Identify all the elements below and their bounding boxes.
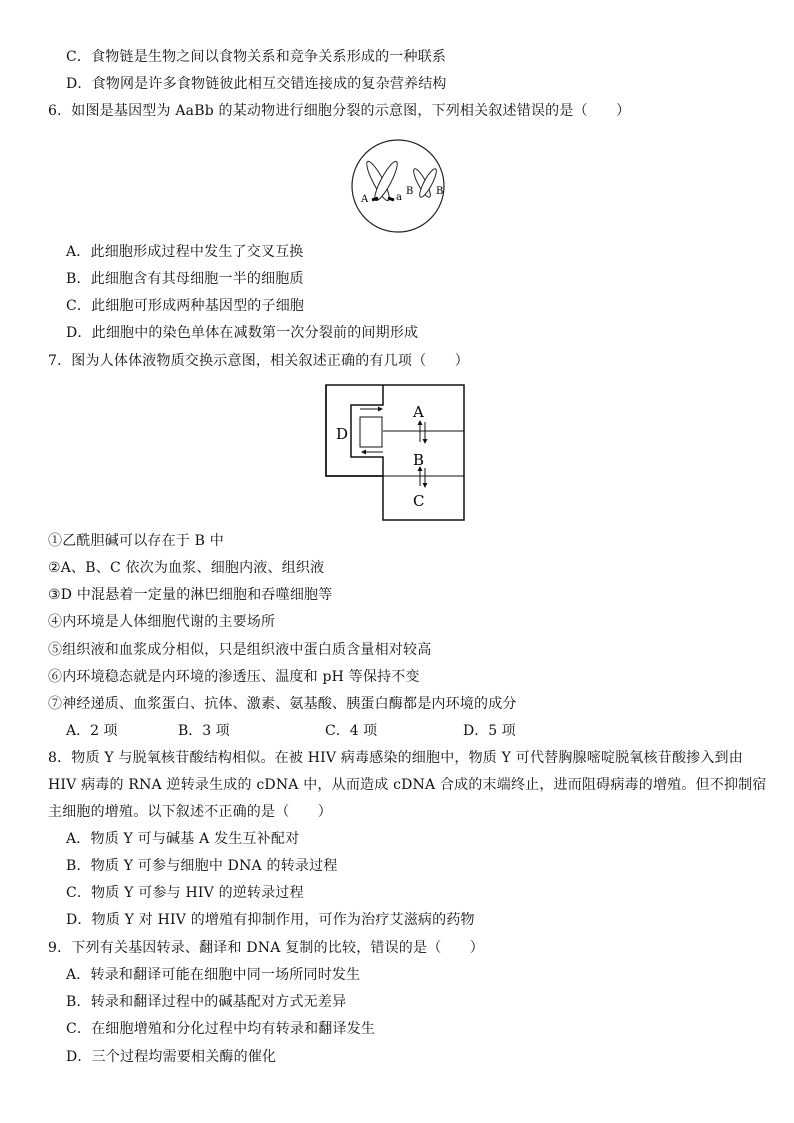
gene-label-A: A	[361, 194, 369, 205]
q7-option-a: A．2 项	[66, 723, 118, 739]
gene-label-B-right: B	[436, 186, 444, 197]
q6-cell-division-figure	[348, 136, 450, 236]
q8-option-b: B．物质 Y 可参与细胞中 DNA 的转录过程	[66, 858, 338, 874]
region-label-B: B	[413, 451, 425, 469]
q8-option-d: D．物质 Y 对 HIV 的增殖有抑制作用，可作为治疗艾滋病的药物	[66, 912, 475, 928]
q5-option-d: D．食物网是许多食物链彼此相互交错连接成的复杂营养结构	[66, 76, 447, 92]
q7-item-4: ④内环境是人体细胞代谢的主要场所	[48, 614, 276, 630]
gene-label-a: a	[396, 192, 402, 203]
q7-item-5: ⑤组织液和血浆成分相似，只是组织液中蛋白质含量相对较高	[48, 642, 432, 658]
q6-stem: 6．如图是基因型为 AaBb 的某动物进行细胞分裂的示意图，下列相关叙述错误的是（ ）	[48, 103, 631, 119]
q8-option-c: C．物质 Y 可参与 HIV 的逆转录过程	[66, 885, 304, 901]
gene-label-B-left: B	[406, 186, 414, 197]
q9-option-a: A．转录和翻译可能在细胞中同一场所同时发生	[66, 967, 361, 983]
q7-option-c: C．4 项	[325, 723, 378, 739]
q5-option-c: C．食物链是生物之间以食物关系和竞争关系形成的一种联系	[66, 49, 447, 65]
region-label-C: C	[413, 492, 425, 510]
q7-item-6: ⑥内环境稳态就是内环境的渗透压、温度和 pH 等保持不变	[48, 669, 420, 685]
q9-option-d: D．三个过程均需要相关酶的催化	[66, 1049, 277, 1065]
q9-option-b: B．转录和翻译过程中的碱基配对方式无差异	[66, 994, 347, 1010]
q8-stem-line1: 8．物质 Y 与脱氧核苷酸结构相似。在被 HIV 病毒感染的细胞中，物质 Y 可代替胸腺嘧啶脱氧核苷酸掺入到由	[48, 750, 743, 766]
chromosome-bb	[411, 167, 439, 199]
q7-option-b: B．3 项	[178, 723, 230, 739]
q7-item-7: ⑦神经递质、血浆蛋白、抗体、激素、氨基酸、胰蛋白酶都是内环境的成分	[48, 696, 517, 712]
q7-item-3: ③D 中混悬着一定量的淋巴细胞和吞噬细胞等	[48, 587, 333, 603]
q8-stem-line2: HIV 病毒的 RNA 逆转录生成的 cDNA 中，从而造成 cDNA 合成的末端终止，进而阻碍病毒的增殖。但不抑制宿	[48, 777, 767, 793]
q6-option-c: C．此细胞可形成两种基因型的子细胞	[66, 298, 305, 314]
q7-stem: 7．图为人体体液物质交换示意图，相关叙述正确的有几项（ ）	[48, 353, 469, 369]
q9-option-c: C．在细胞增殖和分化过程中均有转录和翻译发生	[66, 1021, 376, 1037]
q6-option-a: A．此细胞形成过程中发生了交叉互换	[66, 244, 304, 260]
q9-stem: 9．下列有关基因转录、翻译和 DNA 复制的比较，错误的是（ ）	[48, 940, 484, 956]
region-label-D: D	[336, 425, 349, 443]
q7-item-2: ②A、B、C 依次为血浆、细胞内液、组织液	[48, 560, 325, 576]
q8-option-a: A．物质 Y 可与碱基 A 发生互补配对	[66, 831, 300, 847]
q6-option-d: D．此细胞中的染色单体在减数第一次分裂前的间期形成	[66, 325, 419, 341]
q8-stem-line3: 主细胞的增殖。以下叙述不正确的是（ ）	[48, 804, 332, 820]
region-label-A: A	[413, 403, 424, 421]
q7-item-1: ①乙酰胆碱可以存在于 B 中	[48, 533, 224, 549]
q7-option-d: D．5 项	[463, 723, 516, 739]
q6-option-b: B．此细胞含有其母细胞一半的细胞质	[66, 271, 304, 287]
q7-body-fluid-diagram	[325, 384, 467, 522]
